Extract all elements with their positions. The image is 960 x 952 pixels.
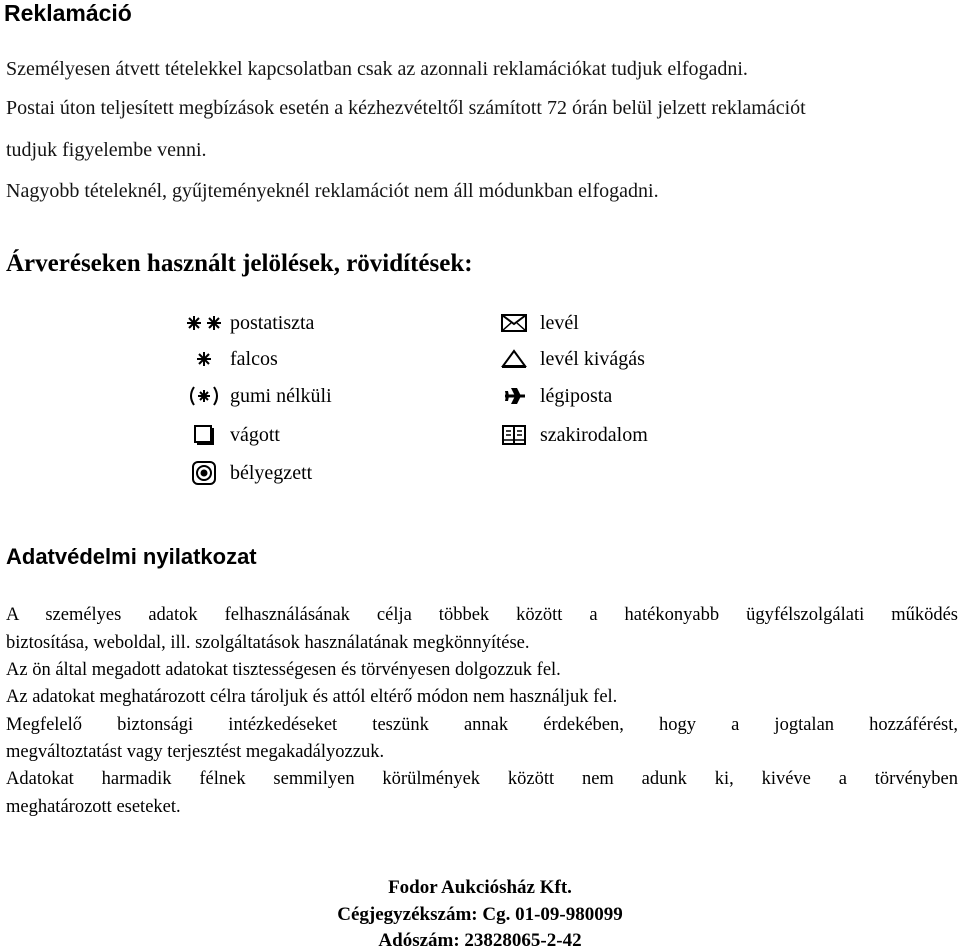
legend-label: szakirodalom [540, 423, 648, 446]
legend-item-level-kivagas [494, 344, 645, 374]
legend-item-gumi-nelkuli [184, 381, 332, 411]
privacy-heading: Adatvédelmi nyilatkozat [6, 544, 257, 569]
cut-square-icon [184, 424, 224, 446]
legend-item-legiposta [494, 381, 612, 411]
legend-label: falcos [230, 347, 278, 370]
legend-label: légiposta [540, 384, 613, 407]
legend-label: gumi nélküli [230, 384, 332, 407]
legend-item-postatiszta [184, 308, 314, 338]
legend-label: levél [540, 311, 579, 334]
privacy-line-7: Adatokat harmadik félnek semmilyen körülmények között nem adunk ki, kivéve a törvényben [6, 769, 958, 789]
legend-label: vágott [230, 423, 280, 446]
reklamacio-line-3: tudjuk figyelembe venni. [6, 139, 207, 161]
legend-item-vagott [184, 420, 280, 450]
airplane-icon [494, 386, 534, 406]
legend-item-belyegzett [184, 458, 312, 488]
privacy-line-6: megváltoztatást vagy terjesztést megakadályozzuk. [6, 742, 385, 762]
postmark-circle-icon [184, 461, 224, 485]
abbreviations-heading: Árveréseken használt jelölések, rövidítések: [6, 250, 473, 277]
footer-registration: Cégjegyzékszám: Cg. 01-09-980099 [337, 904, 623, 925]
privacy-line-1: A személyes adatok felhasználásának célja többek között a hatékonyabb ügyfélszolgálati működés [6, 605, 958, 625]
privacy-line-2: biztosítása, weboldal, ill. szolgáltatások használatának megkönnyítése. [6, 633, 530, 653]
privacy-line-3: Az ön által megadott adatokat tisztességesen és törvényesen dolgozzuk fel. [6, 660, 561, 680]
triangle-icon [494, 349, 534, 369]
footer-company: Fodor Aukciósház Kft. [388, 877, 572, 898]
envelope-icon [494, 313, 534, 333]
privacy-line-8: meghatározott eseteket. [6, 797, 181, 817]
reklamacio-line-1: Személyesen átvett tételekkel kapcsolatban csak az azonnali reklamációkat tudjuk elfogadni. [6, 58, 748, 80]
privacy-line-4: Az adatokat meghatározott célra tároljuk és attól eltérő módon nem használjuk fel. [6, 687, 618, 707]
reklamacio-heading: Reklamáció [4, 0, 132, 26]
legend-item-level [494, 308, 579, 338]
legend-label: postatiszta [230, 311, 315, 334]
asterisk-icon [184, 349, 224, 369]
reklamacio-line-2: Postai úton teljesített megbízások esetén a kézhezvételtől számított 72 órán belül jelzett reklamációt [6, 97, 806, 119]
parenthesized-asterisk-icon [184, 385, 224, 407]
double-asterisk-icon [184, 313, 224, 333]
privacy-line-5: Megfelelő biztonsági intézkedéseket teszünk annak érdekében, hogy a jogtalan hozzáférést, [6, 715, 958, 735]
open-book-icon [494, 424, 534, 446]
legend-item-szakirodalom [494, 420, 648, 450]
legend-label: levél kivágás [540, 347, 645, 370]
footer-tax: Adószám: 23828065-2-42 [378, 930, 582, 951]
reklamacio-line-4: Nagyobb tételeknél, gyűjteményeknél reklamációt nem áll módunkban elfogadni. [6, 180, 659, 202]
legend-item-falcos [184, 344, 278, 374]
legend-label: bélyegzett [230, 461, 313, 484]
